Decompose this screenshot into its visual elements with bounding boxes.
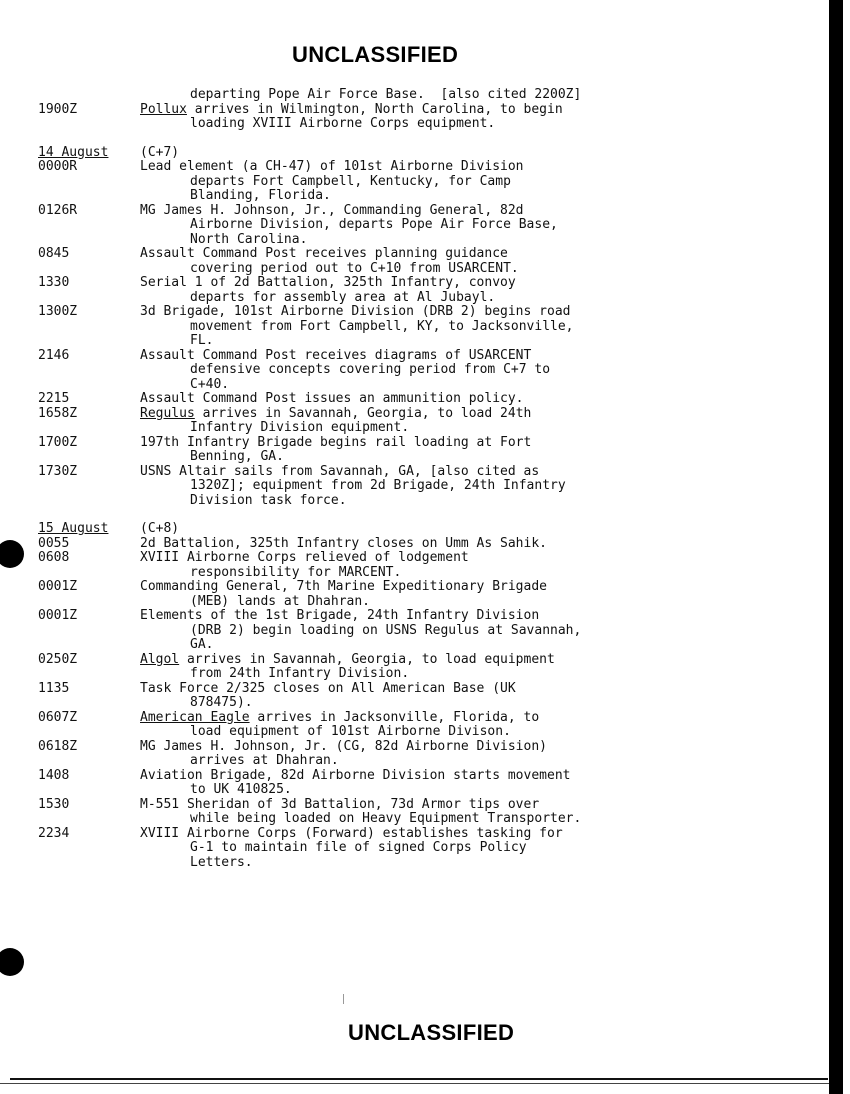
chronology-entry [38, 103, 688, 132]
entry-line: Benning, GA. [190, 449, 284, 464]
bottom-rule [10, 1078, 828, 1080]
entry-time: 1300Z [38, 304, 78, 319]
entry-text [140, 653, 688, 682]
entry-text [140, 305, 688, 349]
date-heading [38, 522, 688, 537]
punch-hole-icon [0, 540, 24, 568]
entry-time: 1658Z [38, 405, 78, 421]
entry-line: loading XVIII Airborne Corps equipment. [190, 116, 496, 131]
entry-line: MG James H. Johnson, Jr., Commanding General, 82d [140, 202, 524, 218]
chronology-entry [38, 711, 688, 740]
entry-line: load equipment of 101st Airborne Divison. [190, 724, 511, 739]
entry-time: 0001Z [38, 579, 78, 594]
entry-line: G-1 to maintain file of signed Corps Policy [190, 840, 527, 855]
scan-edge-bar [829, 0, 843, 1094]
entry-time: 1900Z [38, 101, 78, 117]
entry-text [140, 827, 688, 871]
entry-line: movement from Fort Campbell, KY, to Jacksonville, [190, 318, 574, 334]
entry-line: XVIII Airborne Corps (Forward) establishes tasking for [140, 825, 563, 841]
entry-line: Assault Command Post receives planning guidance [140, 246, 508, 261]
chronology-entry [38, 609, 688, 653]
chronology-entry [38, 537, 688, 552]
entry-time: 0250Z [38, 651, 78, 667]
entry-time: 0001Z [38, 608, 78, 623]
entry-line: arrives at Dhahran. [190, 753, 339, 768]
classification-footer: UNCLASSIFIED [348, 1020, 515, 1045]
entry-time: 0126R [38, 202, 78, 218]
entry-text [140, 609, 688, 653]
entry-text [140, 276, 688, 305]
entry-line: (MEB) lands at Dhahran. [190, 593, 371, 609]
entry-line: MG James H. Johnson, Jr. (CG, 82d Airborne Division) [140, 738, 547, 754]
entry-text [140, 160, 688, 204]
entry-line [140, 103, 688, 118]
entry-text [140, 88, 688, 103]
entry-time: 0055 [38, 535, 70, 551]
chronology-entry [38, 580, 688, 609]
entry-time: 1330 [38, 275, 70, 290]
entry-text [140, 798, 688, 827]
chronology-entry [38, 349, 688, 393]
entry-line: Task Force 2/325 closes on All American Base (UK [140, 680, 516, 696]
entry-line: departs Fort Campbell, Kentucky, for Camp [190, 173, 511, 189]
scan-artifact [343, 994, 344, 1004]
entry-time: 0618Z [38, 738, 78, 754]
entry-line: departs for assembly area at Al Jubayl. [190, 289, 496, 305]
entry-time: 2234 [38, 825, 70, 841]
entry-line: while being loaded on Heavy Equipment Transporter. [190, 811, 582, 826]
entry-text [140, 580, 688, 609]
entry-line [140, 407, 688, 422]
chronology-entry [38, 682, 688, 711]
chronology-entry [38, 465, 688, 509]
entry-line: covering period out to C+10 from USARCENT. [190, 260, 519, 276]
campaign-day-note: (C+7) [140, 144, 180, 160]
entry-line: C+40. [190, 376, 230, 392]
chronology-entry [38, 827, 688, 871]
chronology-entry [38, 798, 688, 827]
entry-line: Commanding General, 7th Marine Expeditionary Brigade [140, 579, 547, 594]
entry-line: Airborne Division, departs Pope Air Force Base, [190, 217, 558, 232]
classification-header: UNCLASSIFIED [292, 42, 459, 67]
entry-line: Aviation Brigade, 82d Airborne Division starts movement [140, 767, 571, 783]
entry-line: Elements of the 1st Brigade, 24th Infantry Division [140, 608, 540, 623]
entry-line: to UK 410825. [190, 782, 292, 797]
entry-line: (DRB 2) begin loading on USNS Regulus at Savannah, [190, 622, 582, 638]
chronology-entry [38, 247, 688, 276]
ship-name: American Eagle [140, 709, 250, 725]
entry-line: 1320Z]; equipment from 2d Brigade, 24th Infantry [190, 478, 566, 493]
punch-hole-icon [0, 948, 24, 976]
entry-text [140, 465, 688, 509]
entry-line: departing Pope Air Force Base. [also cited 2200Z] [190, 87, 582, 102]
date-heading [38, 146, 688, 161]
chronology-entry [38, 160, 688, 204]
entry-text [140, 769, 688, 798]
entry-line [140, 653, 688, 668]
entry-line: USNS Altair sails from Savannah, GA, [also cited as [140, 463, 540, 479]
chronology-entry [38, 769, 688, 798]
entry-line: FL. [190, 333, 214, 348]
entry-text [140, 682, 688, 711]
entry-text [140, 204, 688, 248]
entry-line: Assault Command Post receives diagrams of USARCENT [140, 347, 532, 363]
entry-time: 0607Z [38, 709, 78, 725]
chronology-entry [38, 407, 688, 436]
entry-time: 2146 [38, 347, 70, 363]
entry-text [140, 103, 688, 132]
entry-line: Infantry Division equipment. [190, 420, 410, 435]
entry-line-text: arrives in Savannah, Georgia, to load equipment [179, 651, 555, 667]
entry-time: 1408 [38, 767, 70, 783]
entry-line-text: arrives in Wilmington, North Carolina, to begin [186, 101, 563, 117]
entry-line-text: arrives in Jacksonville, Florida, to [249, 709, 540, 725]
chronology-entry [38, 740, 688, 769]
entry-time: 1530 [38, 796, 70, 812]
chronology-entry [38, 204, 688, 248]
entry-line: Letters. [190, 854, 253, 870]
entry-line [140, 711, 688, 726]
entry-line: M-551 Sheridan of 3d Battalion, 73d Armor tips over [140, 796, 540, 812]
chronology-entry [38, 88, 688, 103]
ship-name: Algol [140, 651, 180, 667]
entry-line: Blanding, Florida. [190, 188, 331, 203]
entry-text [140, 349, 688, 393]
chronology-entry [38, 276, 688, 305]
entry-line: 878475). [190, 695, 253, 710]
entry-line: defensive concepts covering period from C+7 to [190, 362, 551, 377]
chronology-body [38, 88, 688, 870]
entry-time: 1700Z [38, 434, 78, 450]
entry-text [140, 392, 688, 407]
entry-time [38, 88, 140, 103]
chronology-entry [38, 551, 688, 580]
chronology-entry [38, 305, 688, 349]
entry-line: Division task force. [190, 492, 347, 508]
entry-time: 1730Z [38, 463, 78, 479]
entry-text [140, 407, 688, 436]
entry-line: GA. [190, 637, 214, 652]
entry-line: responsibility for MARCENT. [190, 564, 402, 580]
entry-line-text: arrives in Savannah, Georgia, to load 24th [194, 405, 532, 421]
entry-text [140, 247, 688, 276]
chronology-entry [38, 392, 688, 407]
date-label: 15 August [38, 521, 109, 536]
entry-text [140, 551, 688, 580]
entry-time: 0608 [38, 550, 70, 565]
bottom-rule-secondary [0, 1083, 829, 1084]
entry-text [140, 740, 688, 769]
entry-line: North Carolina. [190, 231, 308, 247]
ship-name: Pollux [140, 101, 187, 117]
ship-name: Regulus [140, 405, 195, 421]
entry-line: 3d Brigade, 101st Airborne Division (DRB 2) begins road [140, 304, 571, 319]
entry-text [140, 711, 688, 740]
entry-text [140, 436, 688, 465]
entry-text [140, 537, 688, 552]
chronology-entry [38, 653, 688, 682]
entry-line: 2d Battalion, 325th Infantry closes on Umm As Sahik. [140, 535, 547, 551]
entry-time: 1135 [38, 680, 70, 696]
entry-time: 0845 [38, 246, 70, 261]
entry-line: Lead element (a CH-47) of 101st Airborne Division [140, 159, 524, 174]
entry-line: Serial 1 of 2d Battalion, 325th Infantry, convoy [140, 275, 516, 290]
entry-line: 197th Infantry Brigade begins rail loading at Fort [140, 434, 532, 450]
entry-time: 2215 [38, 391, 70, 406]
entry-line: XVIII Airborne Corps relieved of lodgement [140, 550, 469, 565]
entry-line: Assault Command Post issues an ammunition policy. [140, 391, 524, 406]
entry-line: from 24th Infantry Division. [190, 666, 410, 681]
entry-time: 0000R [38, 159, 78, 174]
date-label: 14 August [38, 144, 109, 160]
campaign-day-note: (C+8) [140, 521, 180, 536]
chronology-entry [38, 436, 688, 465]
